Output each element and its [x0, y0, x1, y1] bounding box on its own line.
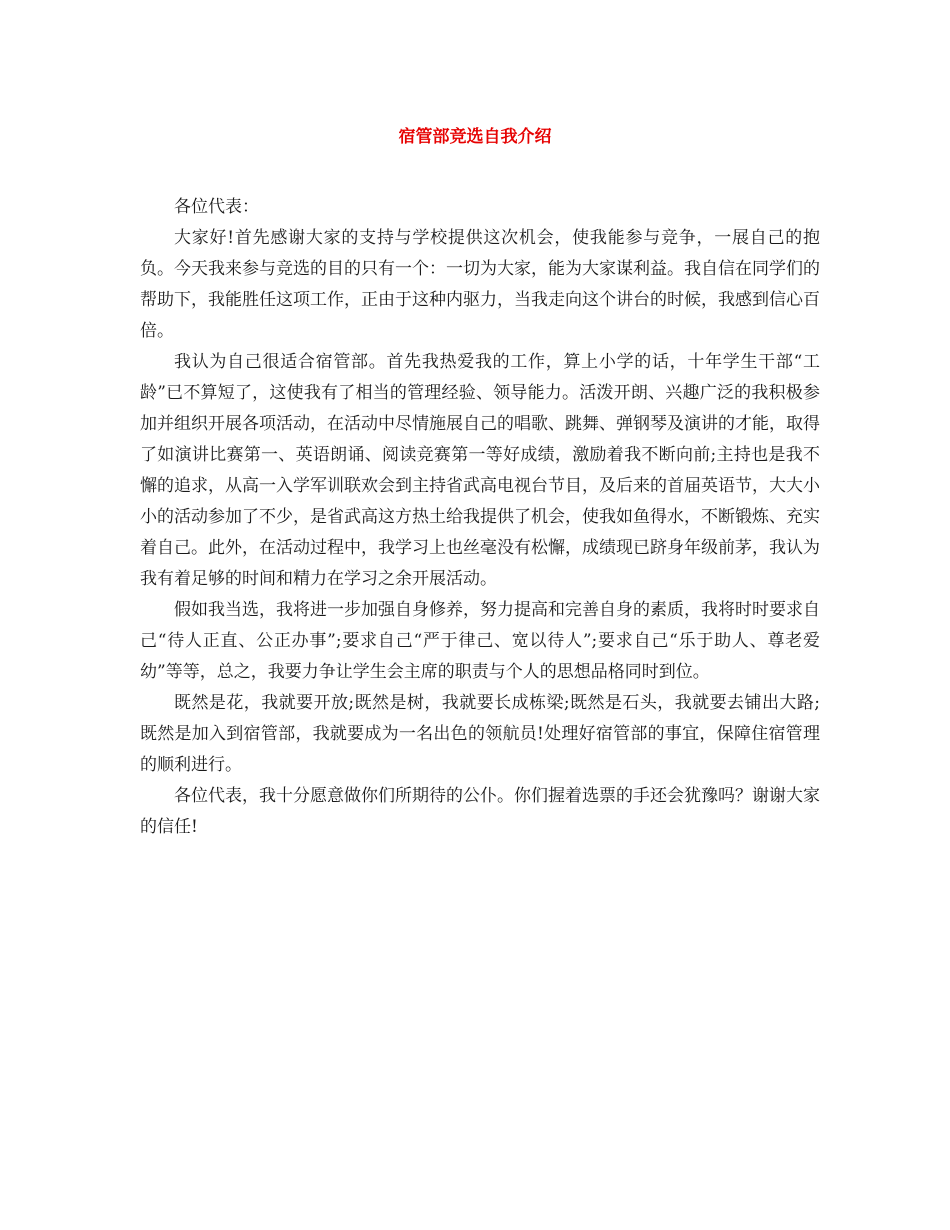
paragraph-closing: 各位代表，我十分愿意做你们所期待的公仆。你们握着选票的手还会犹豫吗？谢谢大家的信任!: [140, 786, 820, 837]
paragraph-aspiration: 既然是花，我就要开放;既然是树，我就要长成栋梁;既然是石头，我就要去铺出大路;既然是加入到宿管部，我就要成为一名出色的领航员!处理好宿管部的事宜，保障住宿管理的顺利进行。: [140, 693, 820, 775]
paragraph-greeting: 大家好!首先感谢大家的支持与学校提供这次机会，使我能参与竞争，一展自己的抱负。今天我来参与竞选的目的只有一个：一切为大家，能为大家谋利益。我自信在同学们的帮助下，我能胜任这项工作，正由于这种内驱力，当我走向这个讲台的时候，我感到信心百倍。: [140, 228, 820, 341]
paragraph-salutation: 各位代表：: [174, 197, 259, 217]
paragraph-commitment: 假如我当选，我将进一步加强自身修养，努力提高和完善自身的素质，我将时时要求自己“待人正直、公正办事”;要求自己“严于律己、宽以待人”;要求自己“乐于助人、尊老爱幼”等等，总之，我要力争让学生会主席的职责与个人的思想品格同时到位。: [140, 600, 820, 682]
paragraph-qualifications: 我认为自己很适合宿管部。首先我热爱我的工作，算上小学的话，十年学生干部“工龄”已不算短了，这使我有了相当的管理经验、领导能力。活泼开朗、兴趣广泛的我积极参加并组织开展各项活动，在活动中尽情施展自己的唱歌、跳舞、弹钢琴及演讲的才能，取得了如演讲比赛第一、英语朗诵、阅读竞赛第一等好成绩，激励着我不断向前;主持也是我不懈的追求，从高一入学军训联欢会到主持省武高电视台节目，及后来的首届英语节，大大小小的活动参加了不少，是省武高这方热土给我提供了机会，使我如鱼得水，不断锻炼、充实着自己。此外，在活动过程中，我学习上也丝毫没有松懈，成绩现已跻身年级前茅，我认为我有着足够的时间和精力在学习之余开展活动。: [140, 352, 820, 589]
document-body: [140, 192, 820, 843]
document-title: 宿管部竞选自我介绍: [398, 127, 552, 147]
